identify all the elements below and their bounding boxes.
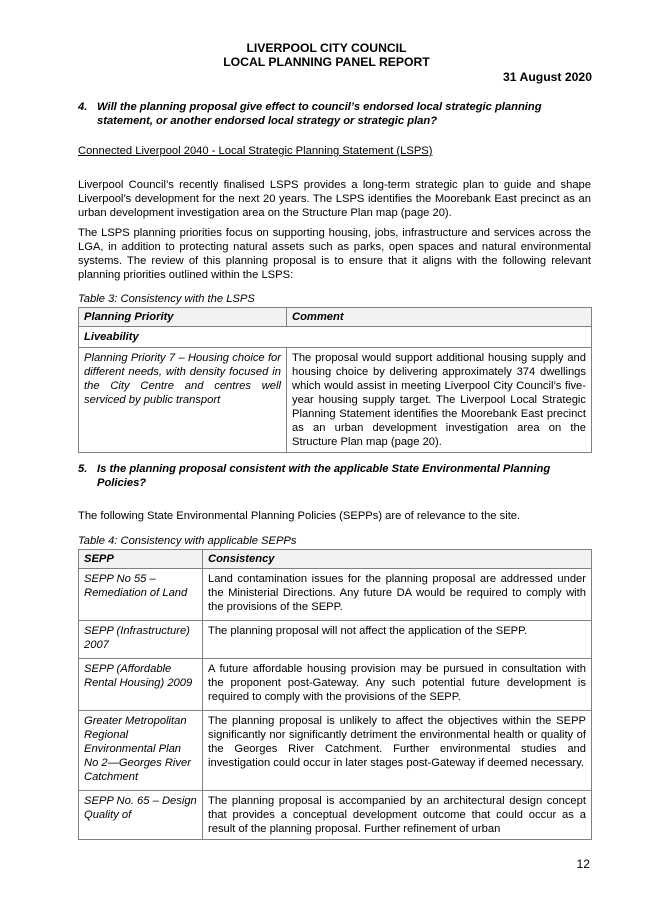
report-date: 31 August 2020 — [503, 70, 592, 84]
sepp-cell: SEPP No. 65 – Design Quality of — [79, 791, 203, 840]
question-4 — [78, 100, 591, 128]
group-liveability: Liveability — [79, 327, 592, 348]
table-group-row — [79, 327, 592, 348]
sepp-cell: SEPP No 55 – Remediation of Land — [79, 569, 203, 621]
sepp-consistency-table — [78, 549, 592, 840]
table-header-row — [79, 308, 592, 327]
table-4-caption: Table 4: Consistency with applicable SEPPs — [78, 535, 297, 547]
consistency-cell: A future affordable housing provision may be pursued in consultation with the proponent post-Gateway. Any such potential future development is required to comply with the provisions of the SEPP. — [203, 659, 592, 711]
consistency-cell: The planning proposal is accompanied by an architectural design concept that provides a conceptual development outcome that could occur as a result of the planning proposal. Further refinement of urban — [203, 791, 592, 840]
consistency-cell: The planning proposal will not affect the application of the SEPP. — [203, 621, 592, 659]
column-header-comment: Comment — [287, 308, 592, 327]
column-header-consistency: Consistency — [203, 550, 592, 569]
paragraph-lsps-priorities: The LSPS planning priorities focus on supporting housing, jobs, infrastructure and services across the LGA, in addition to protecting natural assets such as parks, open spaces and natural environmental systems. The review of this planning proposal is to ensure that it aligns with the following relevant planning priorities outlined within the LSPS: — [78, 227, 591, 281]
paragraph-lsps-intro: Liverpool Council’s recently finalised LSPS provides a long-term strategic plan to guide and shape Liverpool’s development for the next 20 years. The LSPS identifies the Moorebank East precinct as an urban development investigation area on the Structure Plan map (page 20). — [78, 179, 591, 219]
planning-priority-cell: Planning Priority 7 – Housing choice for different needs, with density focused in the City Centre and centres well serviced by public transport — [79, 348, 287, 453]
question-4-text: Will the planning proposal give effect to council’s endorsed local strategic planning statement, or another endorsed local strategy or strategic plan? — [97, 101, 542, 127]
sepp-cell: SEPP (Affordable Rental Housing) 2009 — [79, 659, 203, 711]
page-number: 12 — [576, 857, 590, 871]
sepp-cell: SEPP (Infrastructure) 2007 — [79, 621, 203, 659]
table-row — [79, 711, 592, 791]
table-row — [79, 659, 592, 711]
lsps-consistency-table — [78, 307, 592, 453]
question-5-text: Is the planning proposal consistent with the applicable State Environmental Planning Policies? — [97, 463, 551, 489]
column-header-planning-priority: Planning Priority — [79, 308, 287, 327]
table-row — [79, 348, 592, 453]
council-title: LIVERPOOL CITY COUNCIL — [246, 41, 407, 55]
question-4-number: 4. — [78, 101, 88, 113]
consistency-cell: The planning proposal is unlikely to affect the objectives within the SEPP significantly nor significantly detriment the environmental health or quality of the Georges River Catchment. Further environmental studies and investigation could occur in later stages post-Gateway if deemed necessary. — [203, 711, 592, 791]
table-row — [79, 621, 592, 659]
question-5 — [78, 462, 591, 490]
comment-cell: The proposal would support additional housing supply and housing choice by delivering approximately 374 dwellings which would assist in meeting Liverpool City Council’s five-year housing supply target. The Liverpool Local Strategic Planning Statement identifies the Moorebank East precinct as an urban development investigation area on the Structure Plan map (page 20). — [287, 348, 592, 453]
table-3-caption: Table 3: Consistency with the LSPS — [78, 293, 255, 305]
consistency-cell: Land contamination issues for the planning proposal are addressed under the Ministerial Directions. Any future DA would be required to comply with the provisions of the SEPP. — [203, 569, 592, 621]
table-row — [79, 569, 592, 621]
report-title: LOCAL PLANNING PANEL REPORT — [223, 55, 430, 69]
table-header-row — [79, 550, 592, 569]
paragraph-sepps-intro: The following State Environmental Planning Policies (SEPPs) are of relevance to the site. — [78, 510, 521, 522]
column-header-sepp: SEPP — [79, 550, 203, 569]
lsps-heading: Connected Liverpool 2040 - Local Strategic Planning Statement (LSPS) — [78, 145, 433, 157]
table-row — [79, 791, 592, 840]
question-5-number: 5. — [78, 463, 88, 475]
sepp-cell: Greater Metropolitan Regional Environmental Plan No 2—Georges River Catchment — [79, 711, 203, 791]
